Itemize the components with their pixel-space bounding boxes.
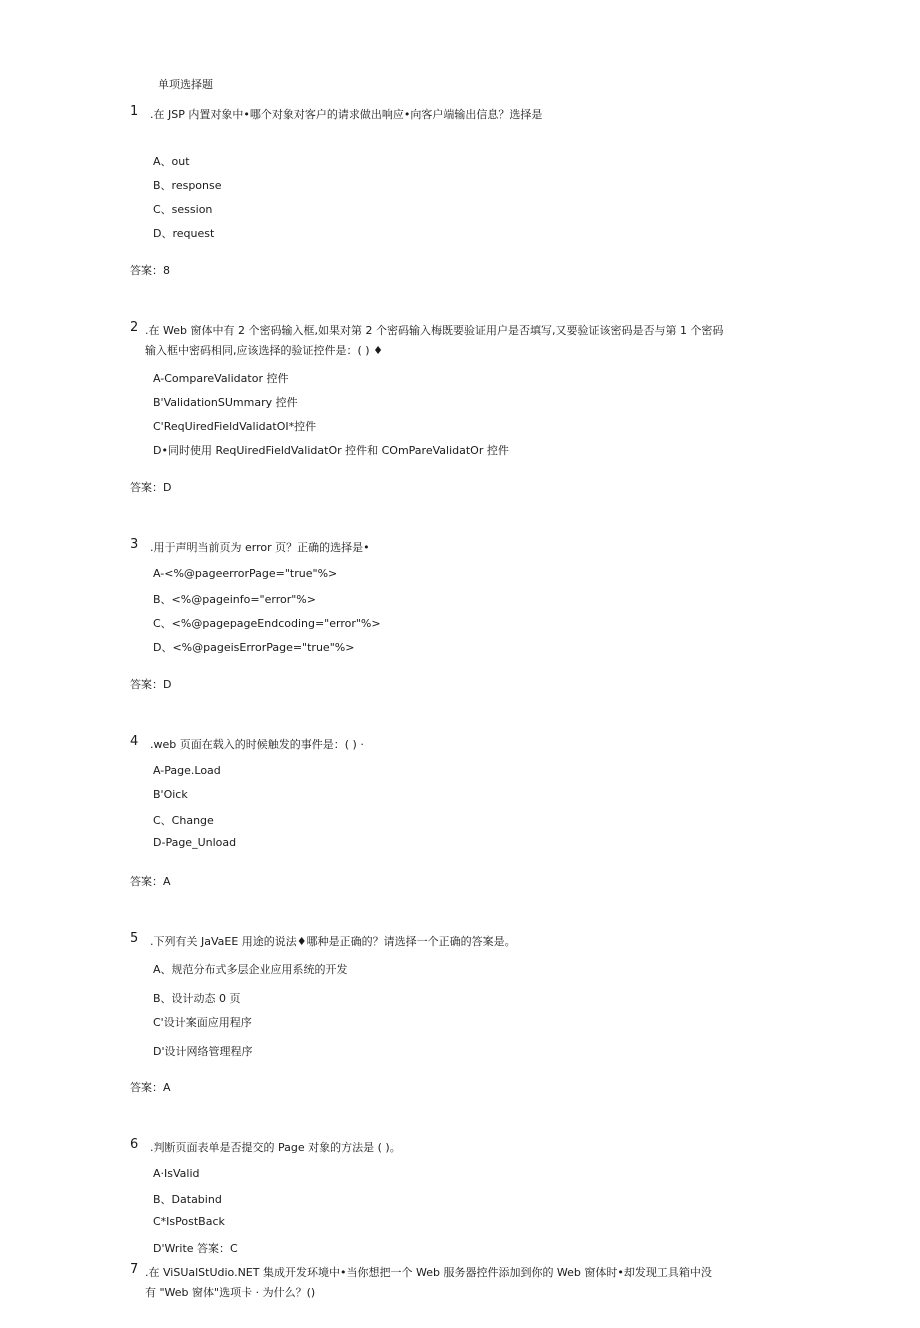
question-text: .在 ViSUalStUdio.NET 集成开发环境中•当你想把一个 Web 服务器控件添加到你的 Web 窗体时•却发现工具箱中没 (145, 1266, 712, 1279)
question-text: .用于声明当前页为 error 页？正确的选择是• (150, 541, 370, 554)
question-number: 5 (130, 931, 139, 946)
question-text-continued: 有 "Web 窗体"选项卡 · 为什么？() (145, 1286, 316, 1299)
question-text: .web 页面在载入的时候触发的事件是：( ) · (150, 738, 364, 751)
answer-line: 答案：A (130, 875, 171, 888)
option: D、request (153, 227, 215, 240)
question-number: 4 (130, 734, 139, 749)
option: A·IsValid (153, 1167, 200, 1180)
question-number: 2 (130, 320, 139, 335)
option: C、Change (153, 814, 214, 827)
answer-line: 答案：8 (130, 264, 170, 277)
option: A、规范分布式多层企业应用系统的开发 (153, 963, 348, 976)
answer-line: 答案：D (130, 678, 172, 691)
option-with-answer: D'Write 答案：C (153, 1242, 238, 1255)
option: A-CompareValidator 控件 (153, 372, 289, 385)
option: D、<%@pageisErrorPage="true"%> (153, 641, 355, 654)
option: D•同时使用 ReqUiredFieldValidatOr 控件和 COmPareValidatOr 控件 (153, 444, 509, 457)
question-text: .判断页面表单是否提交的 Page 对象的方法是 ( )。 (150, 1141, 401, 1154)
option: B、response (153, 179, 222, 192)
option: B、Databind (153, 1193, 222, 1206)
option: C、<%@pagepageEndcoding="error"%> (153, 617, 381, 630)
option: B'ValidationSUmmary 控件 (153, 396, 298, 409)
question-text: .在 Web 窗体中有 2 个密码输入框,如果对第 2 个密码输入梅既要验证用户是否填写,又要验证该密码是否与第 1 个密码 (145, 324, 724, 337)
option: B'Oick (153, 788, 188, 801)
answer-line: 答案：D (130, 481, 172, 494)
option: B、设计动态 0 页 (153, 992, 241, 1005)
option: C*IsPostBack (153, 1215, 225, 1228)
question-text: .下列有关 JaVaEE 用途的说法♦哪种是正确的？请选择一个正确的答案是。 (150, 935, 516, 948)
option: A、out (153, 155, 190, 168)
question-number: 6 (130, 1137, 139, 1152)
option: C'设计案面应用程序 (153, 1016, 252, 1029)
question-text-continued: 输入框中密码相同,应该选择的验证控件是：( ) ♦ (145, 344, 383, 357)
option: A-<%@pageerrorPage="true"%> (153, 567, 338, 580)
option: C'ReqUiredFieldValidatOI*控件 (153, 420, 317, 433)
option: A-Page.Load (153, 764, 221, 777)
answer-line: 答案：A (130, 1081, 171, 1094)
section-heading: 单项选择题 (158, 78, 213, 91)
question-number: 3 (130, 537, 139, 552)
question-text: .在 JSP 内置对象中•哪个对象对客户的请求做出响应•向客户端输出信息？选择是 (150, 108, 543, 121)
option: B、<%@pageinfo="error"%> (153, 593, 316, 606)
option: D-Page_Unload (153, 836, 237, 849)
question-number: 1 (130, 104, 139, 119)
option: C、session (153, 203, 213, 216)
question-number: 7 (130, 1262, 139, 1277)
option: D'设计网络管理程序 (153, 1045, 253, 1058)
